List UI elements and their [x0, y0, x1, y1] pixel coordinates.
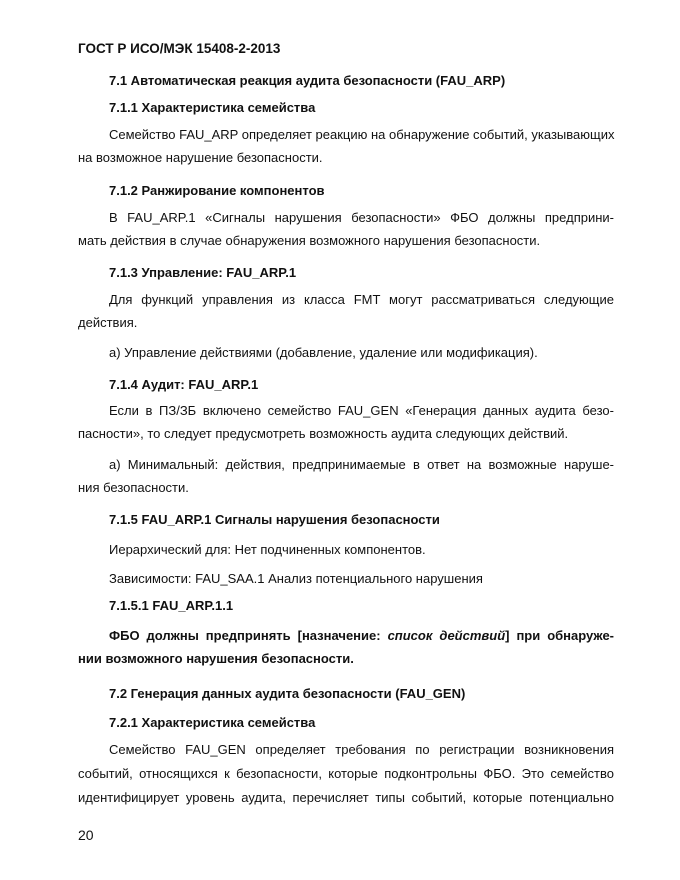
subsection-heading-7-1-5: 7.1.5 FAU_ARP.1 Сигналы нарушения безопасности	[109, 512, 440, 527]
requirement-text: ФБО должны предпринять [назначение: список действий] при обнаруже-	[109, 628, 615, 643]
element-heading-7-1-5-1: 7.1.5.1 FAU_ARP.1.1	[109, 598, 234, 613]
paragraph-line: действия.	[78, 315, 138, 330]
section-heading-7-1: 7.1 Автоматическая реакция аудита безопасности (FAU_ARP)	[109, 73, 506, 88]
list-item: a) Минимальный: действия, предпринимаемые в ответ на возможные наруше-	[109, 457, 614, 472]
paragraph-line: Для функций управления из класса FMT могут рассматриваться следующие	[109, 292, 614, 307]
subsection-heading-7-1-4: 7.1.4 Аудит: FAU_ARP.1	[109, 377, 259, 392]
subsection-heading-7-1-3: 7.1.3 Управление: FAU_ARP.1	[109, 265, 297, 280]
paragraph-line: пасности», то следует предусмотреть возможность аудита следующих действий.	[78, 426, 569, 441]
subsection-heading-7-1-2: 7.1.2 Ранжирование компонентов	[109, 183, 325, 198]
subsection-heading-7-2-1: 7.2.1 Характеристика семейства	[109, 715, 316, 730]
paragraph-line: событий, относящихся к безопасности, которые подконтрольны ФБО. Это семейство	[78, 766, 614, 781]
paragraph-line: Семейство FAU_GEN определяет требования по регистрации возникновения	[109, 742, 614, 757]
paragraph-line: мать действия в случае обнаружения возможного нарушения безопасности.	[78, 233, 541, 248]
paragraph-line: В FAU_ARP.1 «Сигналы нарушения безопасности» ФБО должны предприни-	[109, 210, 614, 225]
component-hierarchy: Иерархический для: Нет подчиненных компонентов.	[109, 542, 426, 557]
paragraph-line: ния безопасности.	[78, 480, 189, 495]
list-item: a) Управление действиями (добавление, удаление или модификация).	[109, 345, 538, 360]
component-dependencies: Зависимости: FAU_SAA.1 Анализ потенциального нарушения	[109, 571, 483, 586]
paragraph-line: Если в ПЗ/ЗБ включено семейство FAU_GEN «Генерация данных аудита безо-	[109, 403, 614, 418]
paragraph-line: идентифицирует уровень аудита, перечисляет типы событий, которые потенциально	[78, 790, 614, 805]
subsection-heading-7-1-1: 7.1.1 Характеристика семейства	[109, 100, 316, 115]
requirement-text: нии возможного нарушения безопасности.	[78, 651, 354, 666]
assignment-placeholder: список действий	[387, 628, 506, 643]
document-header-title: ГОСТ Р ИСО/МЭК 15408-2-2013	[78, 41, 281, 56]
paragraph-line: на возможное нарушение безопасности.	[78, 150, 323, 165]
page-number: 20	[78, 827, 94, 843]
paragraph-line: Семейство FAU_ARP определяет реакцию на обнаружение событий, указывающих	[109, 127, 615, 142]
section-heading-7-2: 7.2 Генерация данных аудита безопасности (FAU_GEN)	[109, 686, 466, 701]
